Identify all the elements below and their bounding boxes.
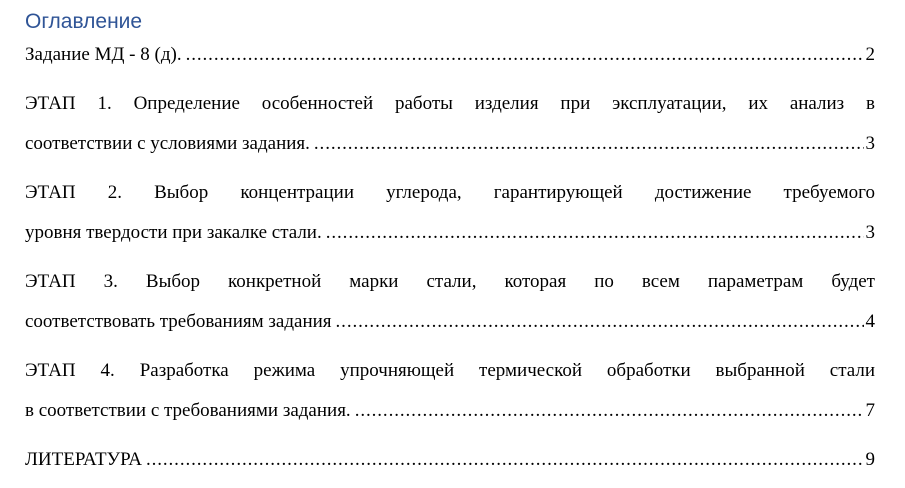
dot-leader xyxy=(186,35,864,75)
toc-entry-line: ЭТАП 2. Выбор концентрации углерода, гарантирующей достижение требуемого xyxy=(25,182,875,203)
toc-entry-stage-3[interactable] xyxy=(25,262,875,342)
toc-entry-stage-2[interactable] xyxy=(25,173,875,253)
toc-entry-line xyxy=(25,440,875,480)
toc-entry-line xyxy=(25,391,875,431)
toc-entry-line xyxy=(25,124,875,164)
toc-entry-literature[interactable] xyxy=(25,440,875,480)
toc-entry-title: Задание МД - 8 (д). xyxy=(25,44,182,65)
dot-leader xyxy=(326,213,864,253)
dot-leader xyxy=(355,391,864,431)
toc-page-number: 3 xyxy=(865,222,875,243)
toc-page-number: 4 xyxy=(865,311,875,332)
toc-heading: Оглавление xyxy=(25,10,143,33)
toc-entry-title: соответствии с условиями задания. xyxy=(25,133,310,154)
toc-page-number: 9 xyxy=(865,449,875,470)
toc-entry-stage-4[interactable] xyxy=(25,351,875,431)
dot-leader xyxy=(314,124,864,164)
toc-page-number: 2 xyxy=(865,44,875,65)
dot-leader xyxy=(146,440,864,480)
toc-entry-line xyxy=(25,213,875,253)
toc-page-number: 3 xyxy=(865,133,875,154)
toc-entry-line: ЭТАП 4. Разработка режима упрочняющей термической обработки выбранной стали xyxy=(25,360,875,381)
toc-entry-title: ЛИТЕРАТУРА xyxy=(25,449,142,470)
toc-entry-title: в соответствии с требованиями задания. xyxy=(25,400,351,421)
toc-entry-line: ЭТАП 1. Определение особенностей работы изделия при эксплуатации, их анализ в xyxy=(25,93,875,114)
toc-entry-title: уровня твердости при закалке стали. xyxy=(25,222,322,243)
toc-entry-stage-1[interactable] xyxy=(25,84,875,164)
toc-entry-task[interactable] xyxy=(25,35,875,75)
toc-page-number: 7 xyxy=(865,400,875,421)
toc-entry-line xyxy=(25,35,875,75)
toc-entry-title: соответствовать требованиям задания xyxy=(25,311,332,332)
dot-leader xyxy=(336,302,864,342)
toc-entry-line xyxy=(25,302,875,342)
toc-entry-line: ЭТАП 3. Выбор конкретной марки стали, которая по всем параметрам будет xyxy=(25,271,875,292)
